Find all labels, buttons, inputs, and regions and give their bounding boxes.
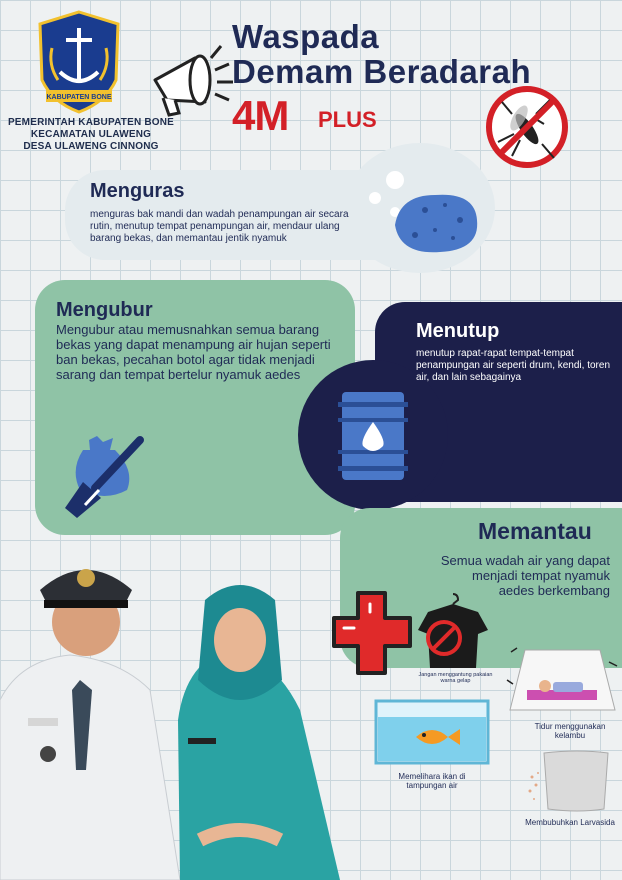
barrel-icon: [338, 388, 408, 484]
fish-tank-icon: [372, 697, 492, 767]
memantau-heading: Memantau: [478, 518, 592, 544]
sack-caption: Membubuhkan Larvasida: [525, 818, 615, 827]
mengubur-heading: Mengubur: [56, 299, 153, 321]
menguras-text: menguras bak mandi dan wadah penampungan air secara rutin, menutup tempat penampungan air, mendaur ulang barang bekas, dan memantau jentik nyamuk: [90, 209, 349, 244]
tank-caption: Memelihara ikan di tampungan air: [398, 772, 466, 790]
kabupaten-bone-logo: [36, 10, 122, 114]
net-caption: Tidur menggunakan kelambu: [534, 722, 606, 740]
shirt-caption: Jangan menggantung pakaian warna gelap: [418, 672, 493, 684]
title-4m: 4M: [232, 92, 289, 139]
gov-line-3: DESA ULAWENG CINNONG: [23, 141, 159, 152]
title-plus: PLUS: [318, 107, 377, 132]
officials-photo: [0, 540, 370, 880]
title-line-2: Demam Beradarah: [232, 53, 532, 90]
mengubur-text: Mengubur atau memusnahkan semua barang bekas yang dapat menampung air hujan seperti ban bekas, pecahan botol agar tidak menjadi sarang dan tempat bertelur nyamuk aedes: [56, 322, 331, 382]
no-mosquito-icon: [484, 84, 570, 170]
shovel-bag-icon: [55, 410, 155, 520]
mosquito-net-icon: [505, 640, 620, 715]
menutup-text: menutup rapat-rapat tempat-tempat penampungan air seperti drum, kendi, toren air, dan lain sebagainya: [416, 348, 611, 383]
title-line-1: Waspada: [232, 18, 380, 55]
sponge-icon: [365, 170, 485, 260]
gov-line-2: KECAMATAN ULAWENG: [30, 129, 152, 140]
menguras-heading: Menguras: [90, 180, 185, 202]
menutup-heading: Menutup: [416, 320, 500, 342]
gov-line-1: PEMERINTAH KABUPATEN BONE: [7, 117, 175, 128]
memantau-text: Semua wadah air yang dapat menjadi tempat nyamuk aedes berkembang: [440, 553, 610, 598]
larvasida-sack-icon: [528, 747, 613, 815]
dark-shirt-icon: [418, 590, 488, 670]
logo-text: KABUPATEN BONE: [46, 94, 112, 101]
megaphone-icon: [145, 40, 235, 125]
